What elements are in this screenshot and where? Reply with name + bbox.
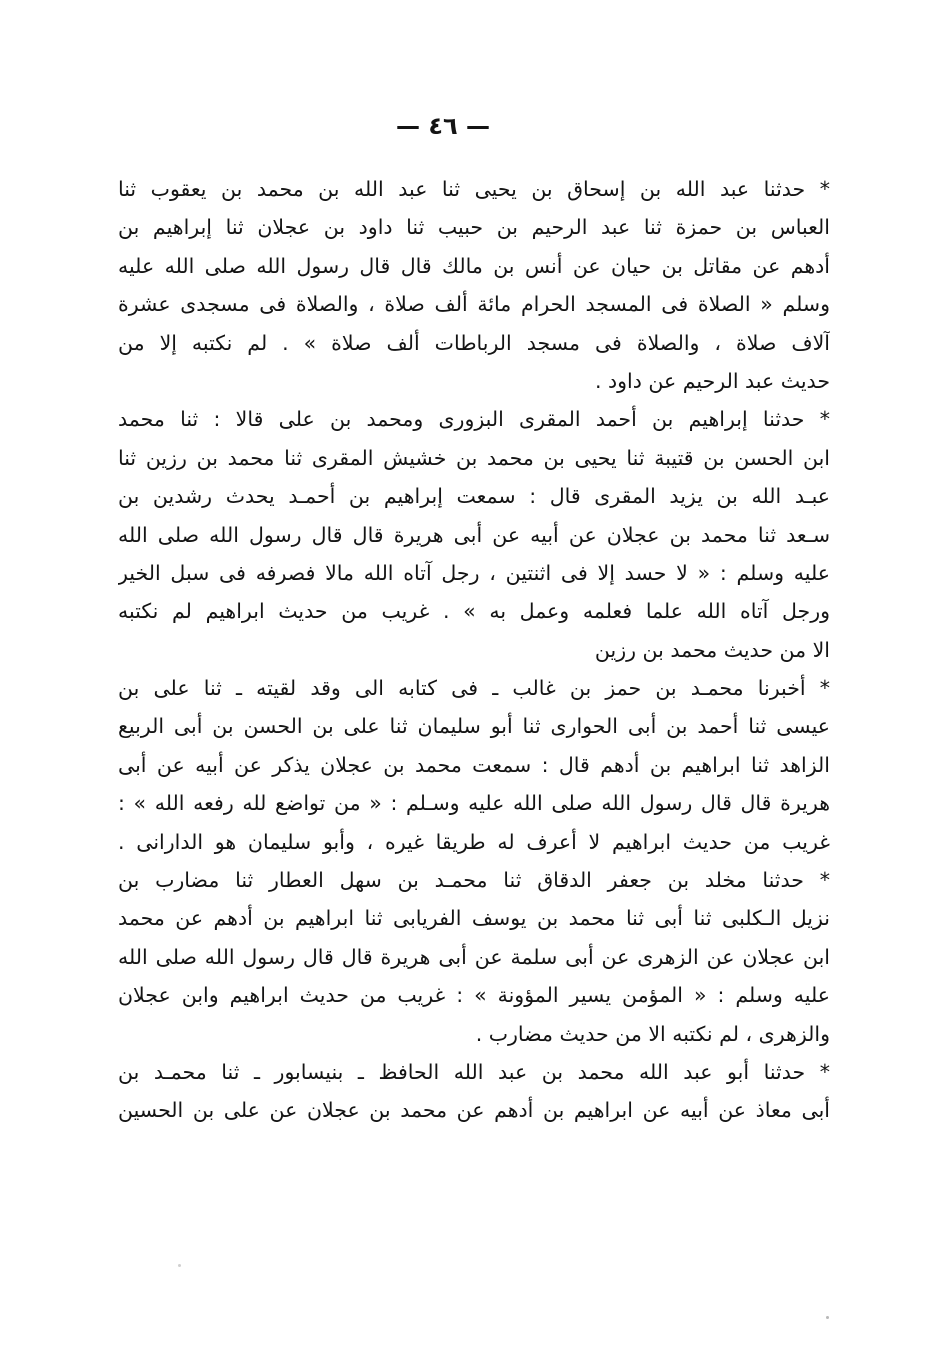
text-line: سـعد ثنا محمد بن عجلان عن أبيه عن أبى هريرة قال قال رسول الله صلى الله — [118, 522, 830, 547]
text-line: آلاف صلاة ، والصلاة فى مسجد الرباطات ألف صلاة » . لم نكتبه إلا من — [118, 330, 830, 355]
text-line: حديث عبد الرحيم عن داود . — [595, 368, 830, 393]
scan-speck — [826, 1316, 829, 1319]
text-line: الا من حديث محمد بن رزين — [594, 637, 830, 662]
text-line: هريرة قال قال رسول الله صلى الله عليه وسـلم : « من تواضع لله رفعه الله » : — [118, 791, 830, 816]
text-line: * حدثنا إبراهيم بن أحمد المقرى البزورى ومحمد بن على قالا : ثنا محمد — [118, 407, 830, 432]
text-line: الزاهد ثنا ابراهيم بن أدهم قال : سمعت محمد بن عجلان يذكر عن أبيه عن أبى — [118, 752, 830, 777]
text-line: عليه وسلم : « المؤمن يسير المؤونة » : غريب من حديث ابراهيم وابن عجلان — [118, 983, 830, 1008]
text-line: عبـد الله بن يزيد المقرى قال : سمعت إبراهيم بن أحمـد يحدث رشدين بن — [118, 484, 830, 509]
scan-speck — [178, 1264, 181, 1267]
text-line: ابن الحسن بن قتيبة ثنا يحيى بن محمد بن خشيش المقرى ثنا محمد بن رزين ثنا — [118, 445, 830, 470]
text-line: * حدثنا مخلد بن جعفر الدقاق ثنا محمـد بن سهل العطار ثنا مضارب بن — [118, 868, 830, 893]
text-line: والزهرى ، لم نكتبه الا من حديث مضارب . — [475, 1021, 830, 1046]
text-line: * أخبرنا محمـد بن حمز بن غالب ـ فى كتابه الى وقد لقيته ـ ثنا على بن — [118, 676, 830, 701]
text-line: العباس بن حمزة ثنا عبد الرحيم بن حبيب ثنا داود بن عجلان ثنا إبراهيم بن — [118, 215, 830, 240]
text-line: أبى معاذ عن أبيه عن ابراهيم بن أدهم عن محمد بن عجلان عن على بن الحسين — [118, 1098, 830, 1123]
text-line: وسلم « الصلاة فى المسجد الحرام مائة ألف صلاة ، والصلاة فى مسجدى عشرة — [118, 292, 830, 317]
text-line: * حدثنا عبد الله بن إسحاق بن يحيى ثنا عبد الله بن محمد بن يعقوب ثنا — [118, 177, 830, 201]
text-line: * حدثنا أبو عبد الله محمد بن عبد الله الحافظ ـ بنيسابور ـ ثنا محمـد بن — [118, 1059, 830, 1084]
text-line: ورجل آتاه الله علما فعلمه وعمل به » . غريب من حديث ابراهيم لم نكتبه — [118, 599, 830, 624]
text-line: ابن عجلان عن الزهرى عن أبى سلمة عن أبى هريرة قال قال رسول الله صلى الله — [118, 944, 830, 969]
text-line: عليه وسلم : « لا حسد إلا فى اثنتين ، رجل آتاه الله مالا فصرفه فى سبل الخير — [118, 560, 830, 585]
page-number: — ٤٦ — — [395, 112, 490, 140]
text-line: أدهم عن مقاتل بن حيان عن أنس بن مالك قال قال رسول الله صلى الله عليه — [118, 253, 830, 278]
text-body — [118, 170, 830, 1130]
text-line: عيسى ثنا أحمد بن أبى الحوارى ثنا أبو سليمان ثنا على بن الحسن بن أبى الربيع — [118, 714, 830, 739]
text-line: غريب من حديث ابراهيم لا أعرف له طريقا غيره ، وأبو سليمان هو الدارانى . — [118, 829, 830, 854]
text-line: نزيل الـكلبى ثنا أبى ثنا محمد بن يوسف الفريابى ثنا ابراهيم بن أدهم عن محمد — [118, 906, 830, 931]
